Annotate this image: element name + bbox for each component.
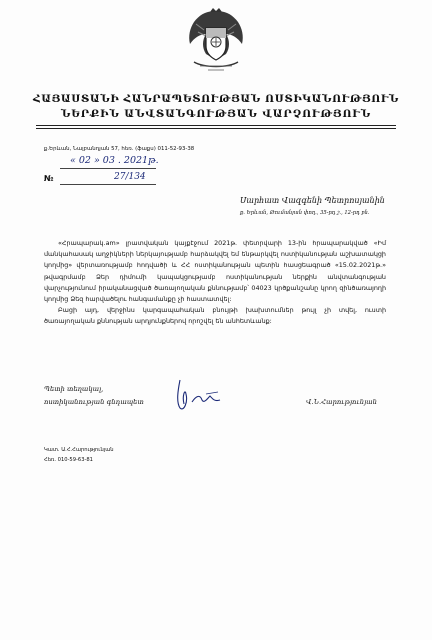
header-divider-thick <box>36 125 396 126</box>
date-underline <box>60 168 156 169</box>
handwritten-signature <box>166 372 230 416</box>
executor-phone: Հեռ. 010-59-63-81 <box>44 457 93 463</box>
letter-body <box>44 238 386 328</box>
organization-name-line1: ՀԱՅԱՍՏԱՆԻ ՀԱՆՐԱՊԵՏՈՒԹՅԱՆ ՈՍՏԻԿԱՆՈՒԹՅՈՒՆ <box>32 93 400 105</box>
coat-of-arms-icon <box>186 8 246 74</box>
recipient-name: Սարհատ Վազգենի Պետրոսյանին <box>240 196 385 205</box>
date-value: « 02 » 03 . 2021թ. <box>70 155 159 166</box>
organization-name-line2: ՆԵՐՔԻՆ ԱՆՎՏԱՆԳՈՒԹՅԱՆ ՎԱՐՉՈՒԹՅՈՒՆ <box>60 108 372 120</box>
body-paragraph-1: «Հրապարակ.am» լրատվական կայքէջում 2021թ. փետրվարի 13-ին հրապարակված «Իմ մանկահասակ աղջիկների ներկայությամբ հարձակվել եմ ենթարկվել ոստիկանության աշխատակցի կողմից» վերտառությամբ հոդվածի և ՀՀ ոստիկանության պետին հասցեագրած «15.02.2021թ.» թվագրմամբ Ձեր դիմումի կապակցությամբ ոստիկանության ներքին անվտանգության վարչությունում իրականացված ծառայողական քննությամբ՝ 04023 կրծքանշանը կրող զինծառայողի կողմից Ձեզ հարվածելու հանգամանքը չի հաստատվել: <box>44 239 386 304</box>
recipient-address: ք. Երևան, Թումանյան փող., 35-րդ շ., 12-րդ բն. <box>240 210 370 216</box>
body-paragraph-2: Բացի այդ, վերջինս կարգապահական բնույթի խախտումներ թույլ չի տվել, ուստի ծառայողական քննության արդյունքներով որոշվել են անհետևանք: <box>44 306 386 326</box>
number-label: № <box>44 174 54 183</box>
date-field <box>44 155 164 170</box>
signatory-name: Վ.Ն.Հարությունյան <box>306 398 377 406</box>
signatory-title-line2: ոստիկանության գնդապետ <box>44 398 144 406</box>
signatory-title-line1: Պետի տեղակալ, <box>44 385 104 393</box>
number-value: 27/134 <box>114 172 146 182</box>
executor-name: Կատ. Ա.Հ.Հարությունյան <box>44 447 114 453</box>
number-underline <box>60 184 156 185</box>
organization-address: ք.Երևան, Նալբանդյան 57, հեռ. (ֆաքս) 011-52-93-38 <box>44 146 195 152</box>
number-field <box>44 174 164 186</box>
header-divider-thin <box>36 128 396 129</box>
